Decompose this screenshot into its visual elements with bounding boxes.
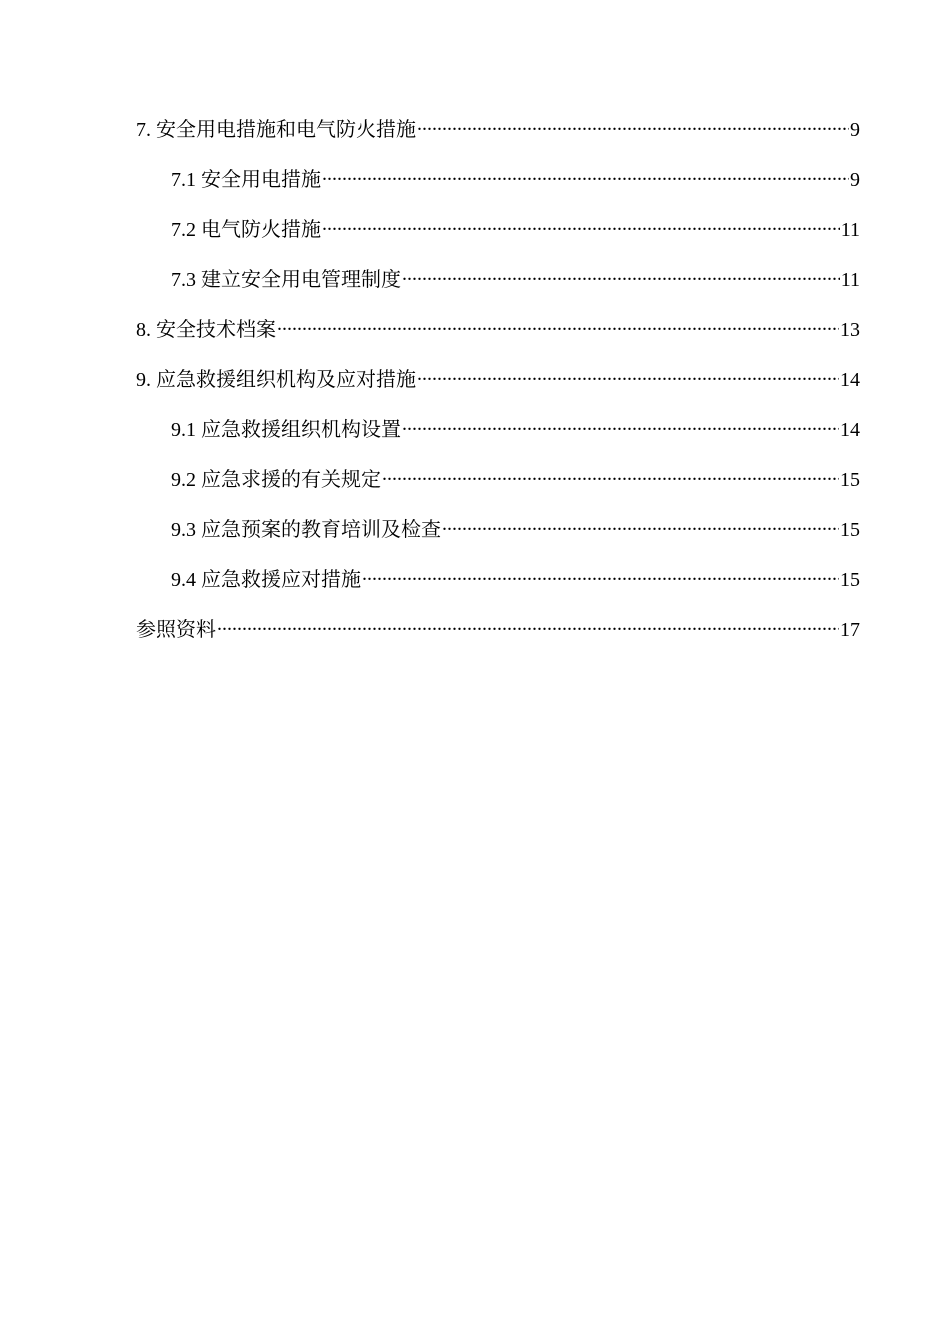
toc-entry-label: 7.1 安全用电措施: [171, 169, 321, 191]
toc-dot-leader: [217, 616, 839, 636]
toc-dot-leader: [322, 166, 849, 186]
toc-page-number: 9: [850, 119, 860, 141]
toc-page-number: 15: [840, 519, 860, 541]
toc-dot-leader: [362, 566, 839, 586]
toc-dot-leader: [417, 116, 849, 136]
toc-page-number: 11: [840, 269, 860, 291]
toc-entry-9-2[interactable]: [136, 462, 860, 512]
toc-entry-7-1[interactable]: [136, 162, 860, 212]
toc-page-number: 14: [840, 369, 860, 391]
toc-dot-leader: [322, 216, 840, 236]
toc-entry-label: 9.4 应急救援应对措施: [171, 569, 361, 591]
toc-entry-label: 7. 安全用电措施和电气防火措施: [136, 119, 416, 141]
toc-dot-leader: [417, 366, 839, 386]
toc-page-number: 14: [840, 419, 860, 441]
table-of-contents: [136, 112, 860, 662]
toc-entry-7-2[interactable]: [136, 212, 860, 262]
toc-entry-label: 参照资料: [136, 619, 216, 641]
toc-entry-label: 7.3 建立安全用电管理制度: [171, 269, 401, 291]
toc-entry-9-4[interactable]: [136, 562, 860, 612]
toc-dot-leader: [402, 266, 840, 286]
toc-entry-label: 7.2 电气防火措施: [171, 219, 321, 241]
toc-entry-references[interactable]: [136, 612, 860, 662]
toc-page-number: 15: [840, 569, 860, 591]
toc-entry-7-3[interactable]: [136, 262, 860, 312]
toc-dot-leader: [402, 416, 839, 436]
toc-entry-label: 8. 安全技术档案: [136, 319, 276, 341]
toc-page-number: 17: [840, 619, 860, 641]
toc-entry-9[interactable]: [136, 362, 860, 412]
toc-dot-leader: [382, 466, 839, 486]
toc-entry-8[interactable]: [136, 312, 860, 362]
toc-dot-leader: [442, 516, 839, 536]
toc-page-number: 13: [840, 319, 860, 341]
toc-entry-9-3[interactable]: [136, 512, 860, 562]
toc-page-number: 11: [840, 219, 860, 241]
toc-page-number: 15: [840, 469, 860, 491]
toc-entry-label: 9.1 应急救援组织机构设置: [171, 419, 401, 441]
toc-entry-7[interactable]: [136, 112, 860, 162]
toc-entry-9-1[interactable]: [136, 412, 860, 462]
toc-entry-label: 9.3 应急预案的教育培训及检查: [171, 519, 441, 541]
toc-entry-label: 9. 应急救援组织机构及应对措施: [136, 369, 416, 391]
toc-page-number: 9: [850, 169, 860, 191]
toc-dot-leader: [277, 316, 839, 336]
toc-entry-label: 9.2 应急求援的有关规定: [171, 469, 381, 491]
